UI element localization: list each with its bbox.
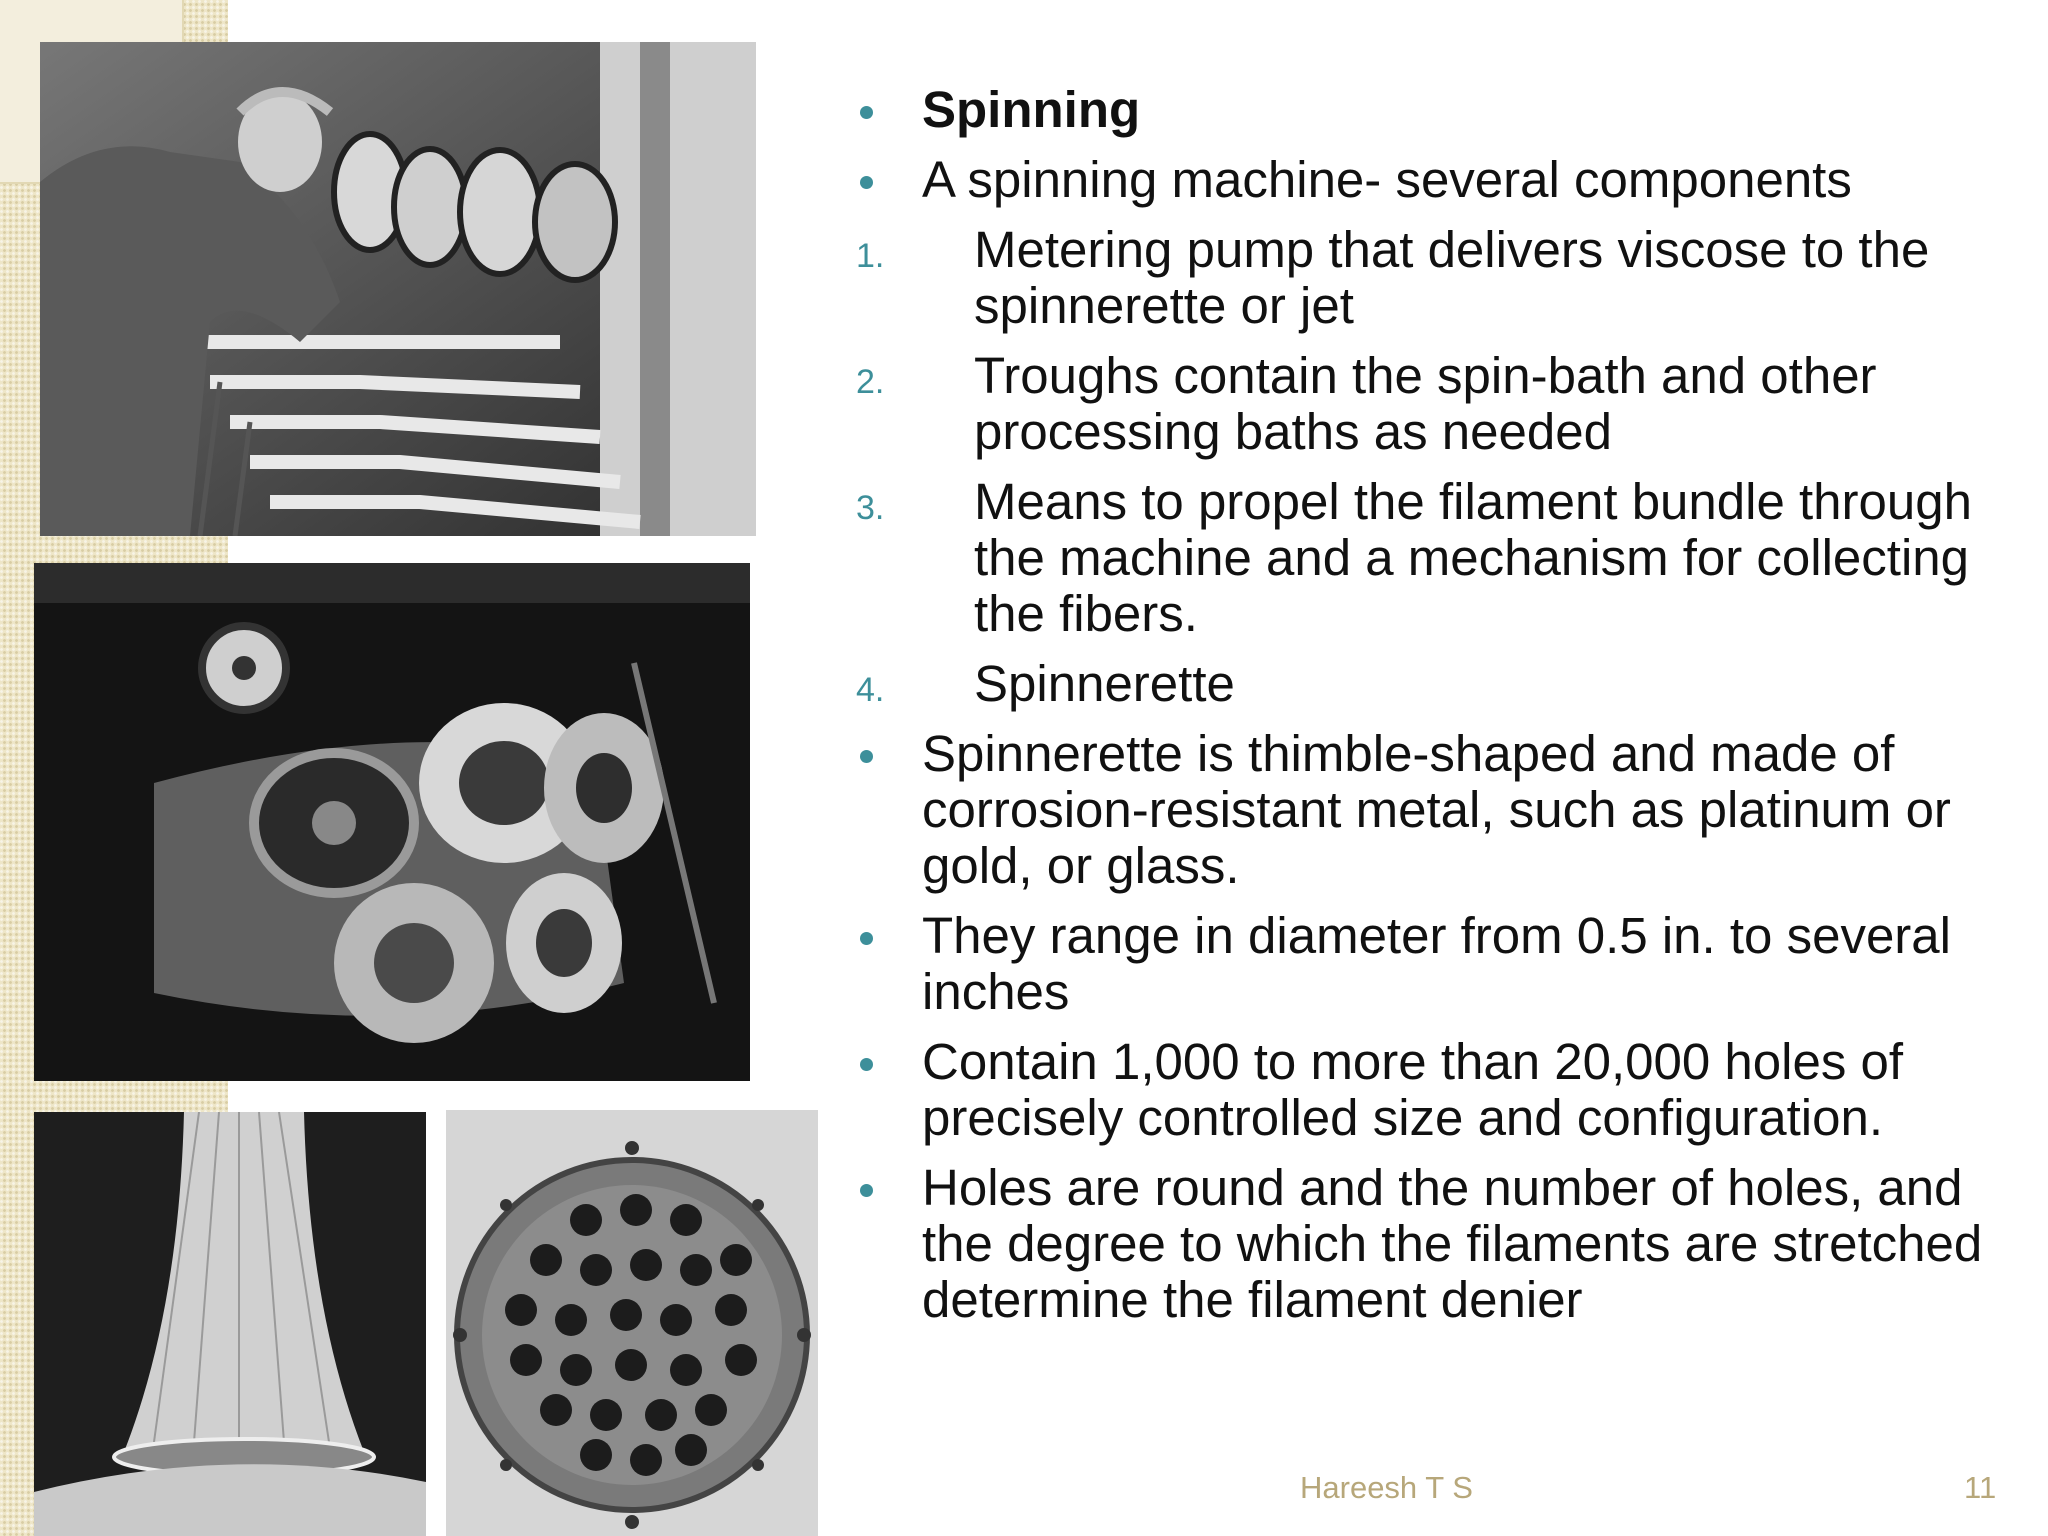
bullet-item	[842, 1034, 1992, 1146]
bullet-dot	[860, 1058, 873, 1071]
photo-filament-bundle	[34, 1112, 426, 1536]
numbered-item	[842, 474, 1992, 642]
numbered-item	[842, 656, 1992, 712]
bullet-item	[842, 1160, 1992, 1328]
photo-spinning-machine-worker	[40, 42, 756, 536]
bullet-text: Contain 1,000 to more than 20,000 holes of precisely controlled size and configuration.	[922, 1033, 1904, 1146]
bullet-item	[842, 152, 1992, 208]
numbered-item	[842, 348, 1992, 460]
numbered-text: Troughs contain the spin-bath and other processing baths as needed	[974, 347, 1877, 460]
bullet-dot	[860, 1184, 873, 1197]
bullet-item	[842, 908, 1992, 1020]
slide-content	[842, 82, 1992, 1342]
bullet-dot	[860, 106, 873, 119]
bullet-dot	[860, 750, 873, 763]
numbered-text: Spinnerette	[974, 655, 1235, 712]
slide-number: 11	[1964, 1470, 1997, 1505]
bullet-text: A spinning machine- several components	[922, 151, 1852, 208]
bullet-text: Spinnerette is thimble-shaped and made of corrosion-resistant metal, such as platinum or gold, or glass.	[922, 725, 1951, 894]
slide-heading: Spinning	[922, 81, 1141, 138]
bullet-item	[842, 82, 1992, 138]
item-number: 1.	[856, 237, 885, 275]
bullet-text: Holes are round and the number of holes, and the degree to which the filaments are stretched determine the filament denier	[922, 1159, 1983, 1328]
numbered-text: Metering pump that delivers viscose to the spinnerette or jet	[974, 221, 1930, 334]
bullet-dot	[860, 176, 873, 189]
bullet-dot	[860, 932, 873, 945]
bullet-item	[842, 726, 1992, 894]
item-number: 3.	[856, 489, 885, 527]
footer-author: Hareesh T S	[1300, 1470, 1473, 1505]
item-number: 2.	[856, 363, 885, 401]
photo-spinnerette-plate	[446, 1110, 818, 1536]
photo-roller-mechanism	[34, 563, 750, 1081]
bullet-text: They range in diameter from 0.5 in. to several inches	[922, 907, 1951, 1020]
numbered-text: Means to propel the filament bundle through the machine and a mechanism for collecting the fibers.	[974, 473, 1972, 642]
numbered-item	[842, 222, 1992, 334]
item-number: 4.	[856, 671, 885, 709]
